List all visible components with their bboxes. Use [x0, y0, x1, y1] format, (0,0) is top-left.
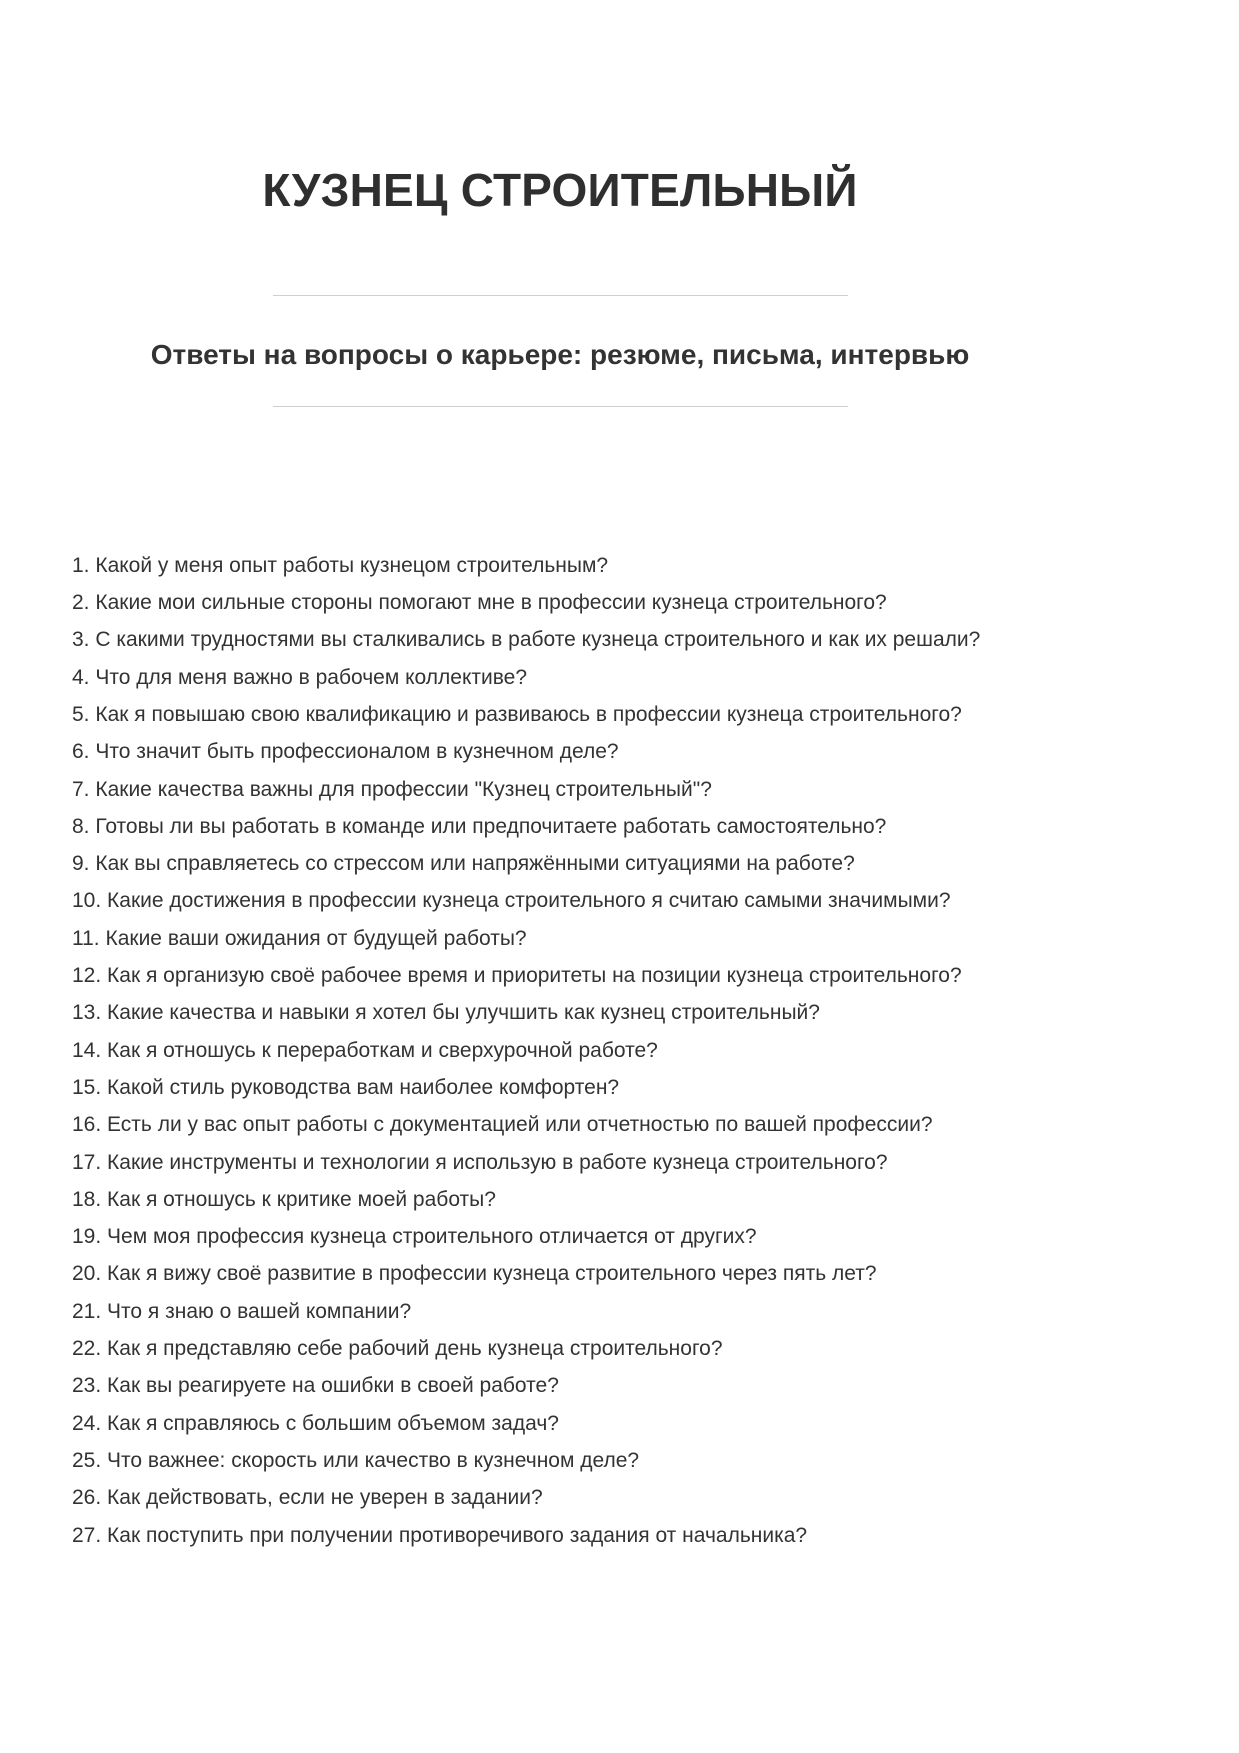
question-item: 9. Как вы справляетесь со стрессом или напряжёнными ситуациями на работе? — [72, 852, 855, 876]
question-item: 14. Как я отношусь к переработкам и сверхурочной работе? — [72, 1038, 658, 1062]
question-item: 4. Что для меня важно в рабочем коллективе? — [72, 665, 527, 689]
question-item: 7. Какие качества важны для профессии "Кузнец строительный"? — [72, 777, 712, 801]
question-item: 6. Что значит быть профессионалом в кузнечном деле? — [72, 740, 619, 764]
question-item: 11. Какие ваши ожидания от будущей работы? — [72, 926, 527, 950]
divider-bottom — [273, 406, 848, 407]
question-item: 24. Как я справляюсь с большим объемом задач? — [72, 1411, 559, 1435]
question-item: 23. Как вы реагируете на ошибки в своей работе? — [72, 1374, 559, 1398]
question-item: 22. Как я представляю себе рабочий день кузнеца строительного? — [72, 1337, 723, 1361]
page-subtitle: Ответы на вопросы о карьере: резюме, письма, интервью — [150, 339, 970, 371]
question-item: 20. Как я вижу своё развитие в профессии кузнеца строительного через пять лет? — [72, 1262, 877, 1286]
question-item: 8. Готовы ли вы работать в команде или предпочитаете работать самостоятельно? — [72, 814, 887, 838]
question-item: 26. Как действовать, если не уверен в задании? — [72, 1486, 543, 1510]
question-item: 5. Как я повышаю свою квалификацию и развиваюсь в профессии кузнеца строительного? — [72, 702, 962, 726]
question-item: 19. Чем моя профессия кузнеца строительного отличается от других? — [72, 1225, 757, 1249]
page-title: КУЗНЕЦ СТРОИТЕЛЬНЫЙ — [262, 164, 858, 216]
question-item: 13. Какие качества и навыки я хотел бы улучшить как кузнец строительный? — [72, 1001, 820, 1025]
question-item: 27. Как поступить при получении противоречивого задания от начальника? — [72, 1523, 808, 1547]
question-item: 18. Как я отношусь к критике моей работы? — [72, 1187, 496, 1211]
document-page — [72, 0, 1048, 1554]
question-item: 10. Какие достижения в профессии кузнеца строительного я считаю самыми значимыми? — [72, 889, 951, 913]
question-list — [72, 547, 1048, 1554]
question-item: 3. С какими трудностями вы сталкивались в работе кузнеца строительного и как их решали? — [72, 628, 981, 652]
question-item: 17. Какие инструменты и технологии я использую в работе кузнеца строительного? — [72, 1150, 888, 1174]
question-item: 12. Как я организую своё рабочее время и приоритеты на позиции кузнеца строительного? — [72, 964, 962, 988]
question-item: 2. Какие мои сильные стороны помогают мне в профессии кузнеца строительного? — [72, 591, 887, 615]
divider-top — [273, 295, 848, 296]
question-item: 21. Что я знаю о вашей компании? — [72, 1299, 412, 1323]
question-item: 15. Какой стиль руководства вам наиболее комфортен? — [72, 1075, 620, 1099]
question-item: 1. Какой у меня опыт работы кузнецом строительным? — [72, 553, 609, 577]
question-item: 25. Что важнее: скорость или качество в кузнечном деле? — [72, 1448, 640, 1472]
question-item: 16. Есть ли у вас опыт работы с документацией или отчетностью по вашей профессии? — [72, 1113, 933, 1137]
